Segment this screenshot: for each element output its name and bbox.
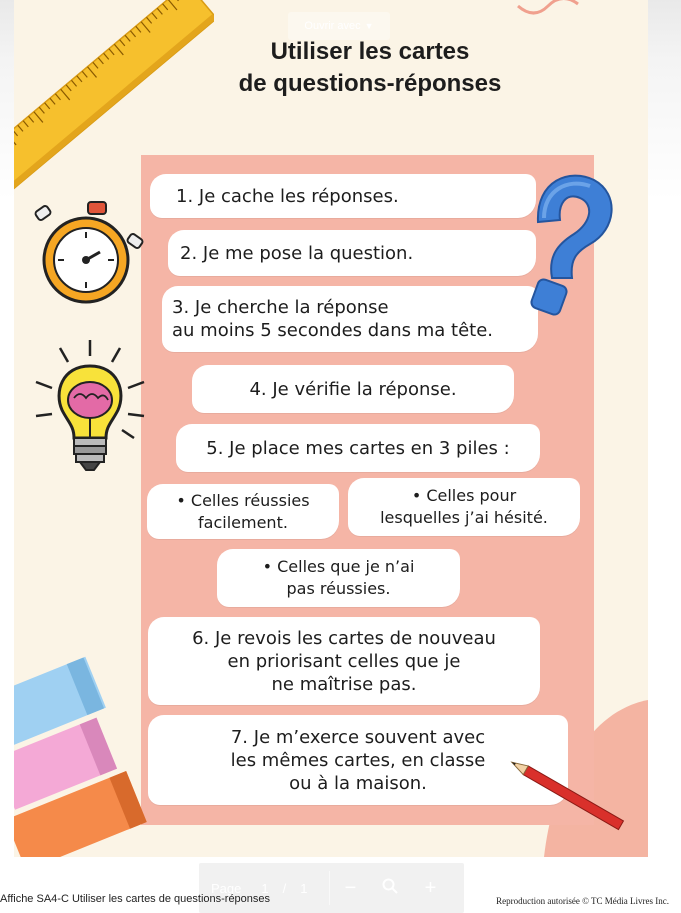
open-with-button[interactable]: [288, 12, 390, 40]
page-label: Page: [211, 880, 242, 896]
step-card-3: 3. Je cherche la réponse au moins 5 secondes dans ma tête.: [162, 286, 538, 352]
zoom-in-icon[interactable]: +: [424, 876, 437, 899]
step-card-1: 1. Je cache les réponses.: [150, 174, 536, 218]
poster-title: [174, 36, 566, 100]
question-mark-icon: [508, 160, 628, 330]
step-card-4: 4. Je vérifie la réponse.: [192, 365, 514, 413]
lightbulb-brain-icon: [26, 338, 156, 488]
step-card-2: 2. Je me pose la question.: [168, 230, 536, 276]
page-separator: /: [282, 880, 287, 896]
magnifier-icon[interactable]: [370, 877, 410, 900]
open-with-label: Ouvrir avec: [304, 20, 361, 32]
page-number-input[interactable]: 1: [261, 880, 269, 896]
footer-copyright: Reproduction autorisée © TC Média Livres Inc.: [496, 896, 669, 906]
poster-page: [14, 0, 648, 857]
chevron-down-icon: ▼: [364, 21, 374, 31]
step-card-6: 6. Je revois les cartes de nouveau en priorisant celles que je ne maîtrise pas.: [148, 617, 540, 705]
stopwatch-icon: [24, 196, 154, 306]
pile-card-1: • Celles réussies facilement.: [147, 484, 339, 539]
title-line-1: Utiliser les cartes: [270, 38, 470, 65]
pencil-icon: [498, 752, 638, 842]
step-card-7: 7. Je m’exerce souvent avec les mêmes cartes, en classe ou à la maison.: [148, 715, 568, 805]
title-line-2: de questions-réponses: [238, 70, 502, 97]
pile-card-2: • Celles pour lesquelles j’ai hésité.: [348, 478, 580, 536]
page-total: 1: [300, 880, 308, 896]
page-navigation-bar: [199, 863, 464, 913]
pile-card-3: • Celles que je n’ai pas réussies.: [217, 549, 460, 607]
step-card-5: 5. Je place mes cartes en 3 piles :: [176, 424, 540, 472]
zoom-out-icon[interactable]: −: [344, 876, 357, 899]
squiggle-decoration: [514, 0, 594, 18]
footer-document-title: Affiche SA4-C Utiliser les cartes de questions-réponses: [0, 893, 271, 905]
sticky-notes-icon: [14, 632, 168, 857]
